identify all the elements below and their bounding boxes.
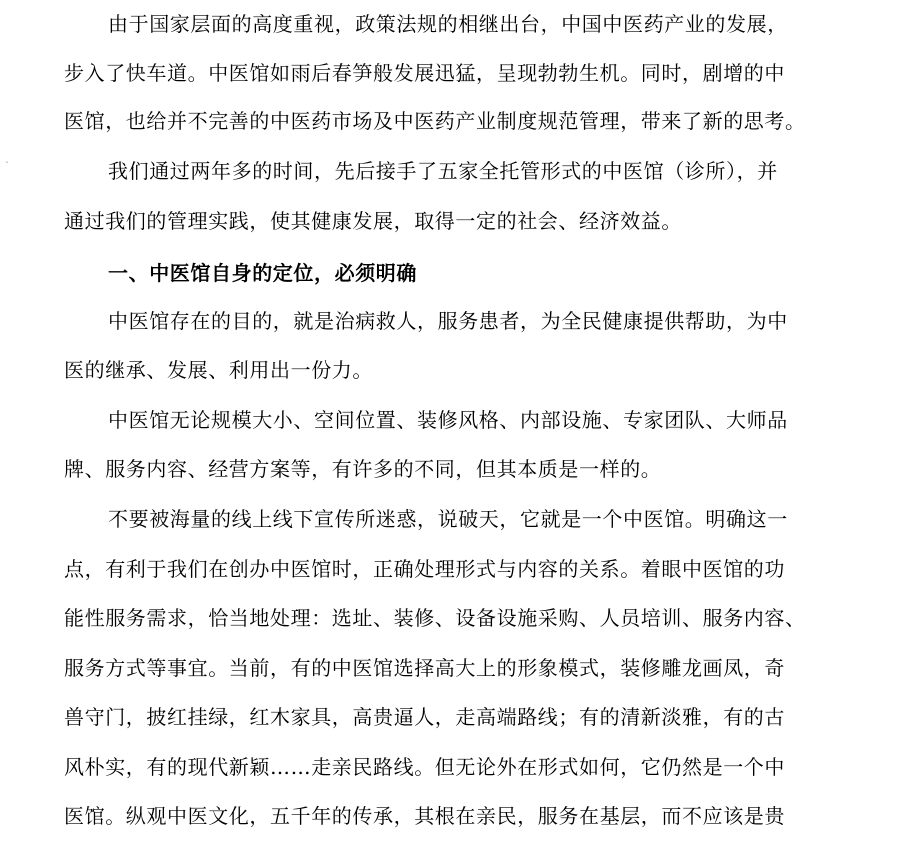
paragraph-line: 医馆。纵观中医文化，五千年的传承，其根在亲民，服务在基层，而不应该是贵 [64, 804, 785, 828]
paragraph-line: 医馆，也给并不完善的中医药市场及中医药产业制度规范管理，带来了新的思考。 [64, 109, 806, 133]
paragraph-line: 步入了快车道。中医馆如雨后春笋般发展迅猛，呈现勃勃生机。同时，剧增的中 [64, 61, 785, 85]
paragraph-line: 中医馆存在的目的，就是治病救人，服务患者，为全民健康提供帮助，为中 [108, 309, 788, 333]
paragraph-line: 通过我们的管理实践，使其健康发展，取得一定的社会、经济效益。 [64, 209, 682, 233]
paragraph-line: 能性服务需求，恰当地处理：选址、装修、设备设施采购、人员培训、服务内容、 [64, 606, 806, 630]
paragraph-line: 服务方式等事宜。当前，有的中医馆选择高大上的形象模式，装修雕龙画凤，奇 [64, 656, 785, 680]
paragraph-line: 兽守门，披红挂绿，红木家具，高贵逼人，走高端路线；有的清新淡雅，有的古 [64, 705, 785, 729]
paragraph-line: 风朴实，有的现代新颖……走亲民路线。但无论外在形式如何，它仍然是一个中 [64, 755, 785, 779]
margin-mark: ˇ [5, 161, 10, 170]
paragraph-line: 由于国家层面的高度重视，政策法规的相继出台，中国中医药产业的发展， [108, 12, 788, 36]
paragraph-line: 点，有利于我们在创办中医馆时，正确处理形式与内容的关系。着眼中医馆的功 [64, 557, 785, 581]
paragraph-line: 我们通过两年多的时间，先后接手了五家全托管形式的中医馆（诊所），并 [108, 159, 778, 183]
paragraph-line: 牌、服务内容、经营方案等，有许多的不同，但其本质是一样的。 [64, 457, 662, 481]
paragraph-line: 不要被海量的线上线下宣传所迷惑，说破天，它就是一个中医馆。明确这一 [108, 507, 788, 531]
paragraph-line: 中医馆无论规模大小、空间位置、装修风格、内部设施、专家团队、大师品 [108, 408, 788, 432]
paragraph-line: 医的继承、发展、利用出一份力。 [64, 358, 373, 382]
section-heading: 一、中医馆自身的定位，必须明确 [108, 261, 417, 285]
